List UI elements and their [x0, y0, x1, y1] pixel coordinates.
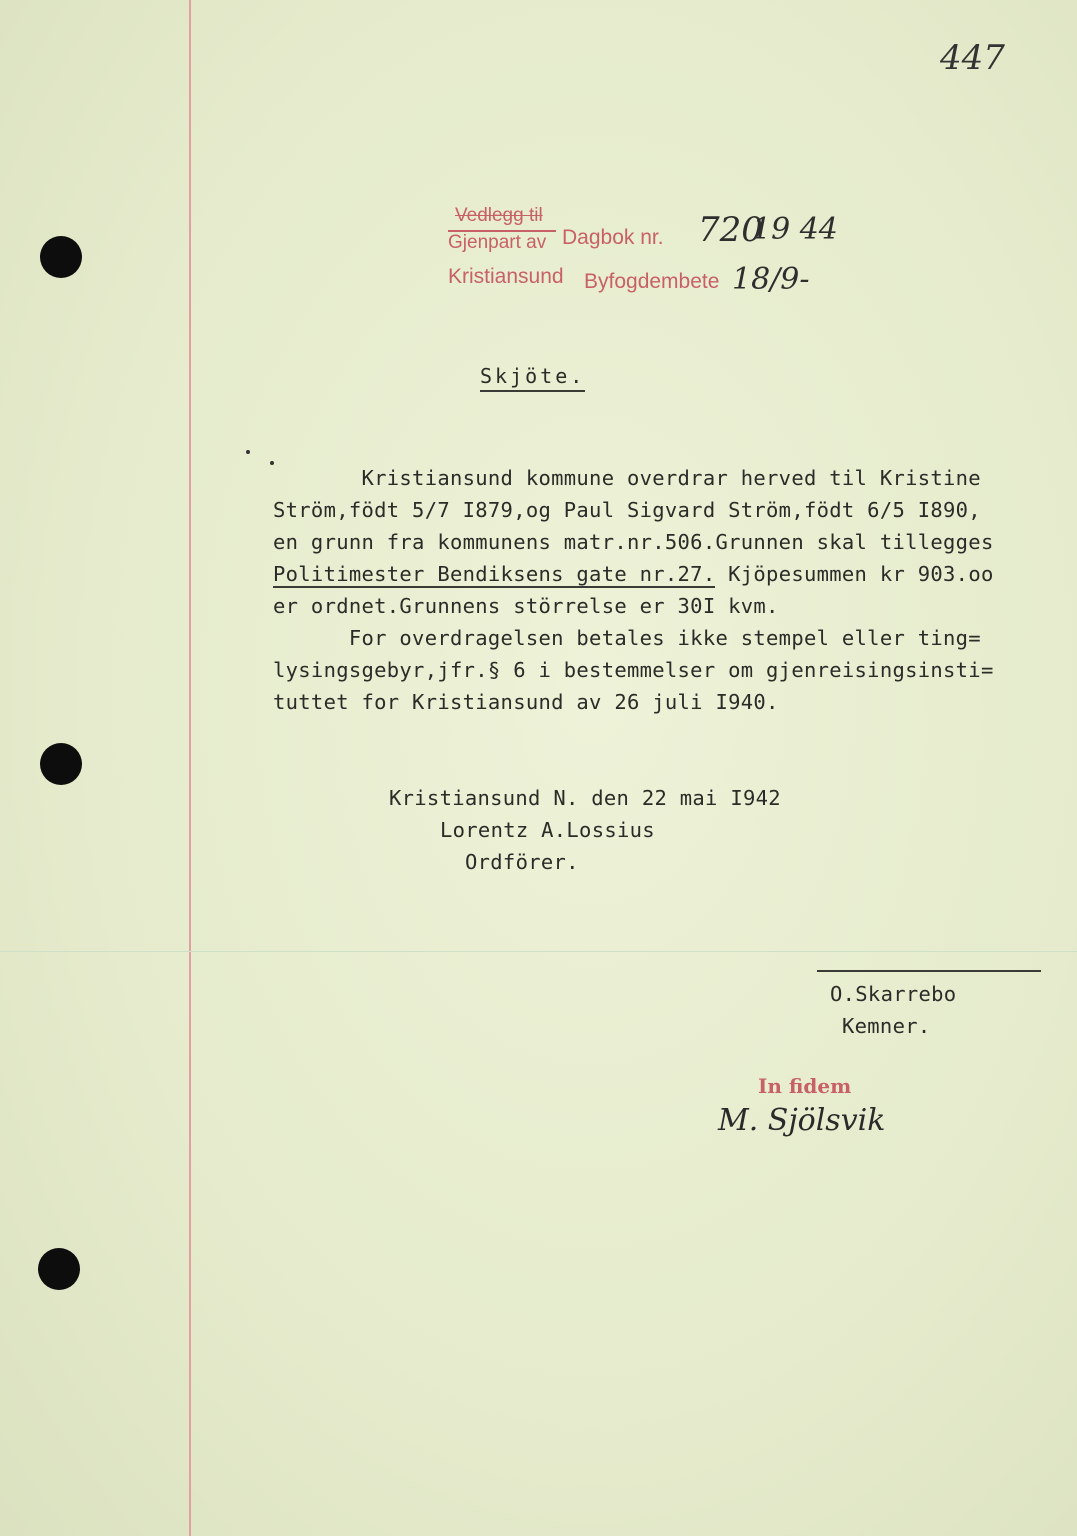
- handwritten-signature: M. Sjölsvik: [718, 1103, 886, 1138]
- kemner-role: Kemner.: [842, 1014, 931, 1038]
- place-date: Kristiansund N. den 22 mai I942: [389, 786, 781, 810]
- body-line-4: [273, 562, 994, 586]
- in-fidem-stamp: In fidem: [758, 1074, 852, 1098]
- signer-role: Ordförer.: [465, 850, 579, 874]
- punch-hole: [40, 236, 82, 278]
- punch-hole: [40, 743, 82, 785]
- body-line-7: lysingsgebyr,jfr.§ 6 i bestemmelser om gjenreisingsinsti=: [273, 658, 994, 682]
- punch-hole: [38, 1248, 80, 1290]
- stamp-office: Byfogdembete: [584, 270, 720, 293]
- margin-rule: [189, 0, 191, 1536]
- ink-dot: [270, 461, 274, 465]
- kemner-rule: [817, 970, 1041, 972]
- journal-date: 18/9-: [732, 262, 810, 297]
- faint-divider: [0, 951, 1077, 952]
- document-title: Skjöte.: [480, 364, 585, 392]
- body-line-2: Ström,födt 5/7 I879,og Paul Sigvard Ström,födt 6/5 I890,: [273, 498, 981, 522]
- body-line-8: tuttet for Kristiansund av 26 juli I940.: [273, 690, 779, 714]
- stamp-dagbok-label: Dagbok nr.: [562, 226, 664, 249]
- address-underlined: Politimester Bendiksens gate nr.27.: [273, 562, 716, 586]
- body-line-3: en grunn fra kommunens matr.nr.506.Grunnen skal tillegges: [273, 530, 994, 554]
- stamp-struck-label: Vedlegg til: [455, 205, 543, 226]
- price-text: Kjöpesummen kr 903.oo: [715, 562, 994, 586]
- ink-dot: [246, 450, 250, 454]
- stamp-copy-label: Gjenpart av: [448, 232, 547, 253]
- signer-name: Lorentz A.Lossius: [440, 818, 655, 842]
- stamp-city: Kristiansund: [448, 265, 564, 288]
- body-line-5: er ordnet.Grunnens störrelse er 30I kvm.: [273, 594, 779, 618]
- journal-year: 19 44: [752, 212, 838, 247]
- journal-number: 720: [698, 210, 763, 250]
- page-number: 447: [940, 38, 1005, 78]
- body-line-1: Kristiansund kommune overdrar herved til Kristine: [273, 466, 981, 490]
- body-line-6: For overdragelsen betales ikke stempel eller ting=: [273, 626, 981, 650]
- kemner-name: O.Skarrebo: [830, 982, 957, 1006]
